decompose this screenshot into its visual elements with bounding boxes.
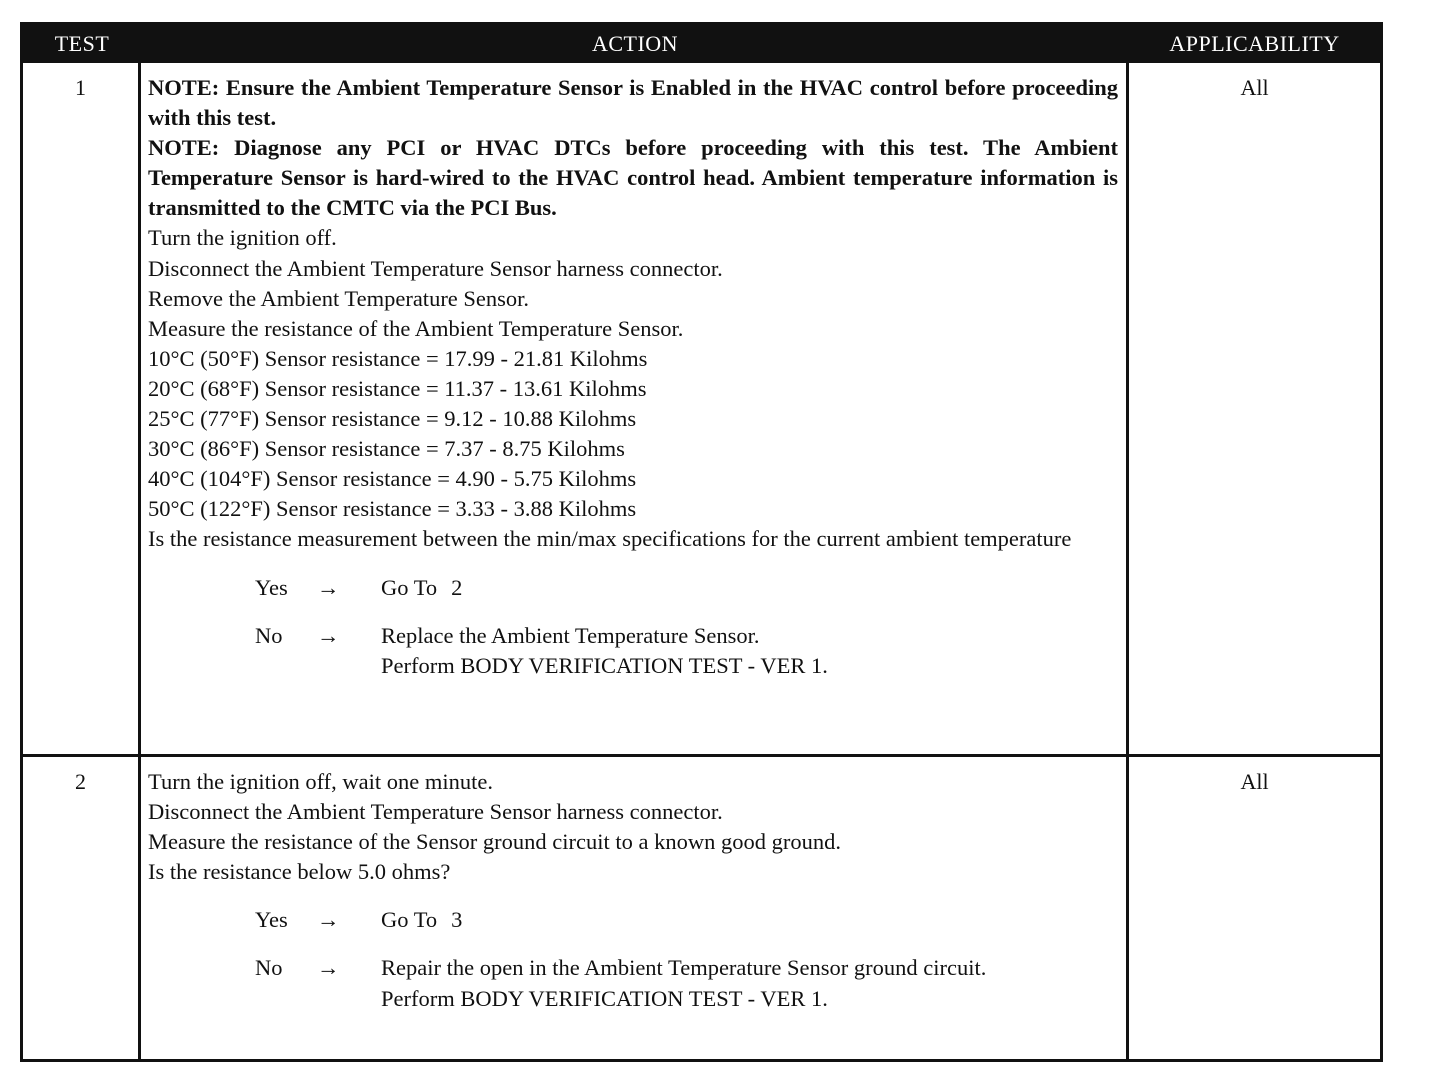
test-table xyxy=(20,22,1383,1062)
yes-destination xyxy=(381,905,1118,935)
no-action-line: Replace the Ambient Temperature Sensor. xyxy=(381,622,760,648)
goto-number: 2 xyxy=(451,574,463,600)
question-text: Is the resistance below 5.0 ohms? xyxy=(148,859,451,885)
yes-branch xyxy=(255,573,1118,603)
step-text: Disconnect the Ambient Temperature Sensor harness connector. xyxy=(148,255,723,281)
no-action-line: Repair the open in the Ambient Temperature Sensor ground circuit. xyxy=(381,955,987,981)
yes-branch xyxy=(255,905,1118,935)
verification-line: Perform BODY VERIFICATION TEST - VER 1. xyxy=(381,652,828,678)
goto-text: Go To xyxy=(381,574,438,600)
step-text: Measure the resistance of the Sensor ground circuit to a known good ground. xyxy=(148,829,841,855)
applicability-value: All xyxy=(1240,75,1269,100)
spec-line: 30°C (86°F) Sensor resistance = 7.37 - 8.75 Kilohms xyxy=(148,436,625,462)
right-arrow-icon: → xyxy=(317,955,340,981)
spec-line: 10°C (50°F) Sensor resistance = 17.99 - 21.81 Kilohms xyxy=(148,345,648,371)
header-action: ACTION xyxy=(591,31,679,56)
right-arrow-icon: → xyxy=(317,622,340,648)
no-destination xyxy=(381,953,1118,1013)
action-cell xyxy=(141,63,1129,754)
yes-destination xyxy=(381,573,1118,603)
no-label: No xyxy=(255,622,283,648)
test-number: 2 xyxy=(23,757,141,1059)
step-text: Turn the ignition off, wait one minute. xyxy=(148,769,493,794)
header-applicability: APPLICABILITY xyxy=(1169,31,1340,56)
note-text: NOTE: Diagnose any PCI or HVAC DTCs before proceeding with this test. The Ambient Temperature Sensor is hard-wired to the HVAC control head. Ambient temperature information is transmitted to the CMTC via the PCI Bus. xyxy=(148,135,1118,221)
spec-line: 40°C (104°F) Sensor resistance = 4.90 - 5.75 Kilohms xyxy=(148,466,637,492)
step-text: Remove the Ambient Temperature Sensor. xyxy=(148,285,530,311)
spec-line: 25°C (77°F) Sensor resistance = 9.12 - 10.88 Kilohms xyxy=(148,406,637,432)
table-row-test-1 xyxy=(23,63,1380,754)
yes-label: Yes xyxy=(255,574,288,600)
no-branch xyxy=(255,621,1118,681)
spec-line: 50°C (122°F) Sensor resistance = 3.33 - 3.88 Kilohms xyxy=(148,496,637,522)
header-test: TEST xyxy=(54,31,110,56)
no-label: No xyxy=(255,955,283,981)
step-text: Measure the resistance of the Ambient Temperature Sensor. xyxy=(148,315,684,341)
applicability-value: All xyxy=(1240,769,1269,794)
no-destination xyxy=(381,621,1118,681)
no-branch xyxy=(255,953,1118,1013)
table-row-test-2 xyxy=(23,754,1380,1059)
note-text: NOTE: Ensure the Ambient Temperature Sensor is Enabled in the HVAC control before proceeding with this test. xyxy=(148,75,1118,131)
goto-text: Go To xyxy=(381,907,438,933)
test-number: 1 xyxy=(23,63,141,754)
spec-line: 20°C (68°F) Sensor resistance = 11.37 - 13.61 Kilohms xyxy=(148,375,647,401)
table-header xyxy=(23,25,1380,63)
right-arrow-icon: → xyxy=(317,574,340,600)
verification-line: Perform BODY VERIFICATION TEST - VER 1. xyxy=(381,985,828,1011)
step-text: Disconnect the Ambient Temperature Sensor harness connector. xyxy=(148,799,723,825)
yes-label: Yes xyxy=(255,907,288,933)
step-text: Turn the ignition off. xyxy=(148,225,337,251)
question-text: Is the resistance measurement between the min/max specifications for the current ambient temperature xyxy=(148,526,1072,552)
goto-number: 3 xyxy=(451,907,463,933)
action-cell xyxy=(141,757,1129,1059)
right-arrow-icon: → xyxy=(317,907,340,933)
